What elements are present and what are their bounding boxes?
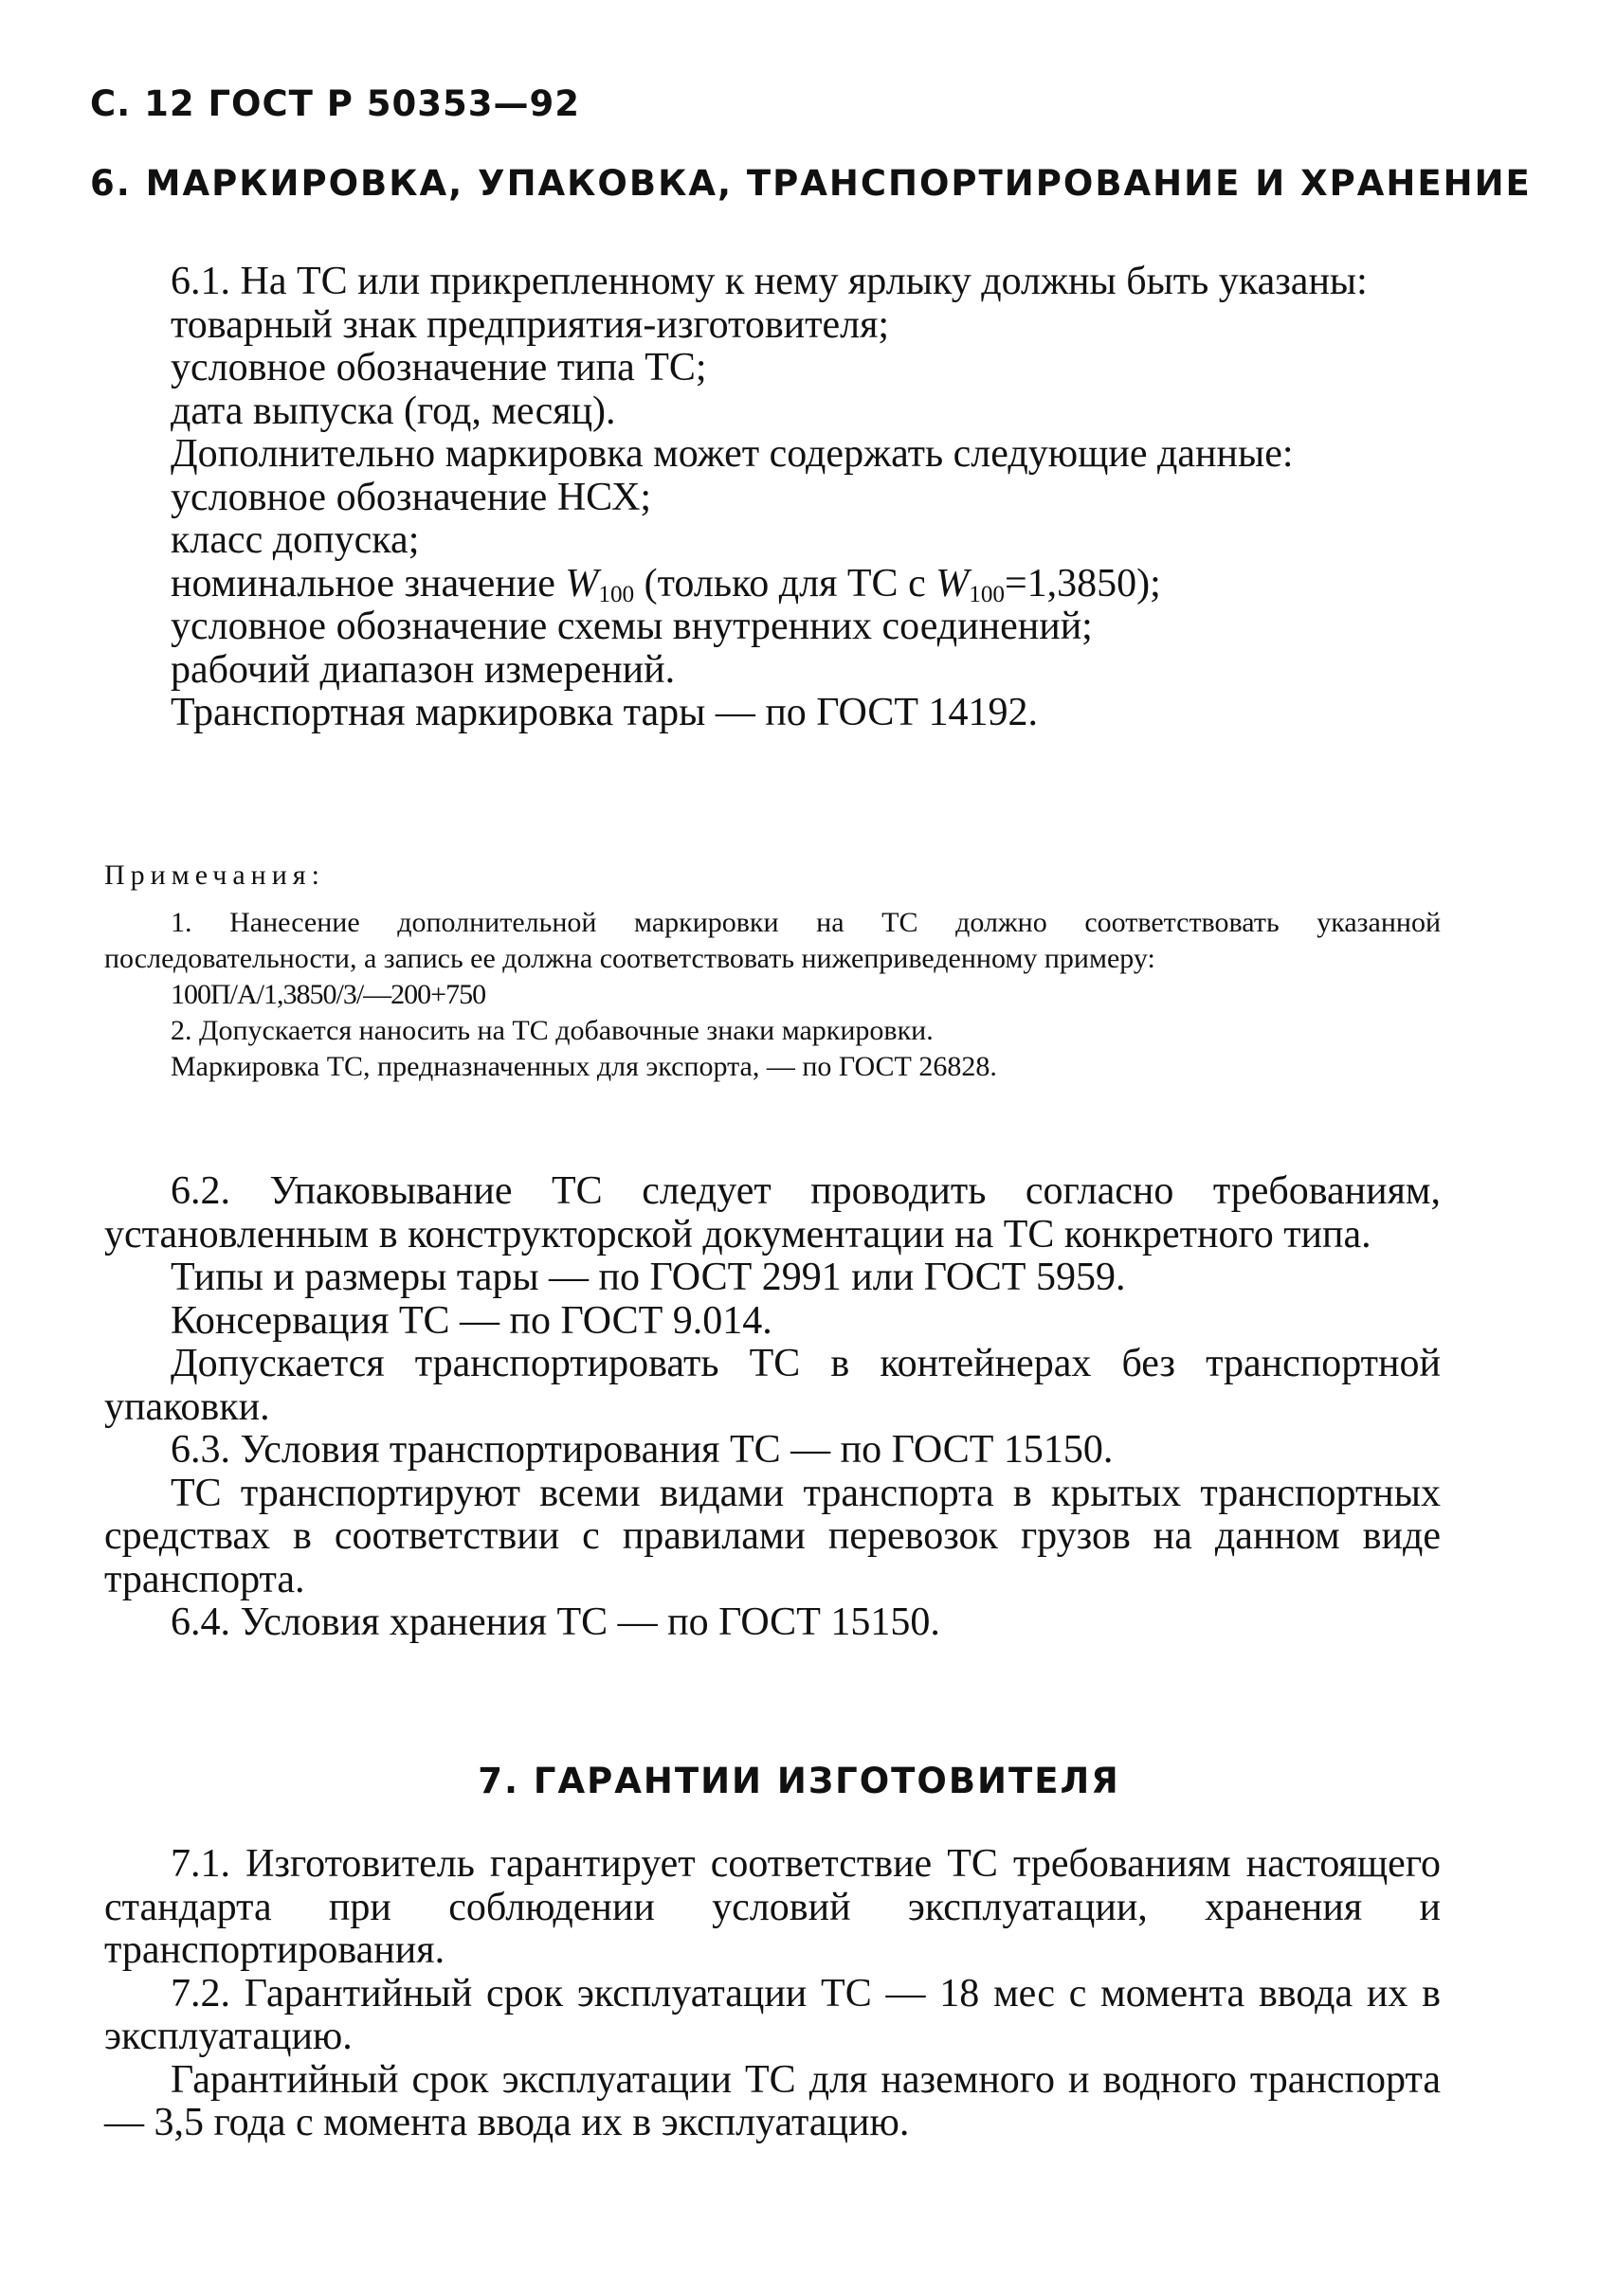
list-item: класс допуска; (171, 518, 420, 562)
list-item: товарный знак предприятия-изготовителя; (171, 302, 890, 347)
w-subscript: 100 (598, 581, 635, 607)
list-item: рабочий диапазон измерений. (171, 647, 676, 692)
clause-6-2: 6.2. Упаковывание ТС следует проводить согласно требованиям, установленным в конструкторской документации на ТС конкретного типа. (104, 1169, 1441, 1256)
clause-6-2-conservation: Консервация ТС — по ГОСТ 9.014. (171, 1298, 772, 1343)
note-1: 1. Нанесение дополнительной маркировки на ТС должно соответствовать указанной последовательности, а запись ее должна соответствовать нижеприведенному примеру: (104, 907, 1441, 974)
clause-6-2-types: Типы и размеры тары — по ГОСТ 2991 или ГОСТ 5959. (171, 1256, 1126, 1299)
clause-6-4: 6.4. Условия хранения ТС — по ГОСТ 15150. (171, 1600, 940, 1644)
clause-7-2: 7.2. Гарантийный срок эксплуатации ТС — 18 мес с момента ввода их в эксплуатацию. (104, 1971, 1441, 2058)
nominal-pre: номинальное значение (171, 561, 566, 606)
list-item: условное обозначение схемы внутренних соединений; (171, 605, 1093, 648)
clause-7-2-ground: Гарантийный срок эксплуатации ТС для наземного и водного транспорта — 3,5 года с момента ввода их в эксплуатацию. (104, 2057, 1441, 2144)
list-item: условное обозначение НСХ; (171, 475, 652, 519)
clause-6-1-extra: Дополнительно маркировка может содержать следующие данные: (171, 432, 1294, 476)
clause-6-3: 6.3. Условия транспортирования ТС — по ГОСТ 15150. (171, 1428, 1114, 1472)
section-7-title: 7. ГАРАНТИИ ИЗГОТОВИТЕЛЯ (478, 1761, 1120, 1801)
nominal-mid: (только для ТС с (634, 561, 936, 606)
section-7-body (104, 1843, 1441, 2145)
export-marking: Маркировка ТС, предназначенных для экспорта, — по ГОСТ 26828. (171, 1051, 997, 1082)
clause-6-1-intro: 6.1. На ТС или прикрепленному к нему ярлыку должны быть указаны: (171, 260, 1368, 303)
w-symbol: W (565, 561, 599, 606)
list-item: условное обозначение типа ТС; (171, 346, 707, 389)
w-symbol: W (935, 561, 970, 606)
note-2: 2. Допускается наносить на ТС добавочные знаки маркировки. (171, 1015, 934, 1046)
clause-6-3-detail: ТС транспортируют всеми видами транспорта в крытых транспортных средствах в соответствии с правилами перевозок грузов на данном виде транспорта. (104, 1471, 1441, 1601)
notes-block (104, 858, 1441, 1085)
clause-7-1: 7.1. Изготовитель гарантирует соответствие ТС требованиям настоящего стандарта при соблюдении условий эксплуатации, хранения и транспортирования. (104, 1842, 1441, 1972)
list-item-nominal (104, 563, 1441, 606)
notes-title: Примечания: (104, 859, 325, 891)
section-6-title: 6. МАРКИРОВКА, УПАКОВКА, ТРАНСПОРТИРОВАНИЕ И ХРАНЕНИЕ (90, 163, 1532, 204)
marking-example: 100П/А/1,3850/3/—200+750 (171, 979, 486, 1010)
clause-6-2-allowed: Допускается транспортировать ТС в контейнерах без транспортной упаковки. (104, 1342, 1441, 1429)
transport-marking: Транспортная маркировка тары — по ГОСТ 14192. (171, 691, 1039, 734)
clauses-6-2-to-6-4 (104, 1170, 1441, 1645)
list-item: дата выпуска (год, месяц). (171, 389, 616, 433)
w-subscript: 100 (969, 581, 1005, 607)
running-head: С. 12 ГОСТ Р 50353—92 (90, 83, 580, 124)
nominal-post: =1,3850); (1005, 561, 1161, 606)
clause-6-1 (104, 261, 1441, 735)
